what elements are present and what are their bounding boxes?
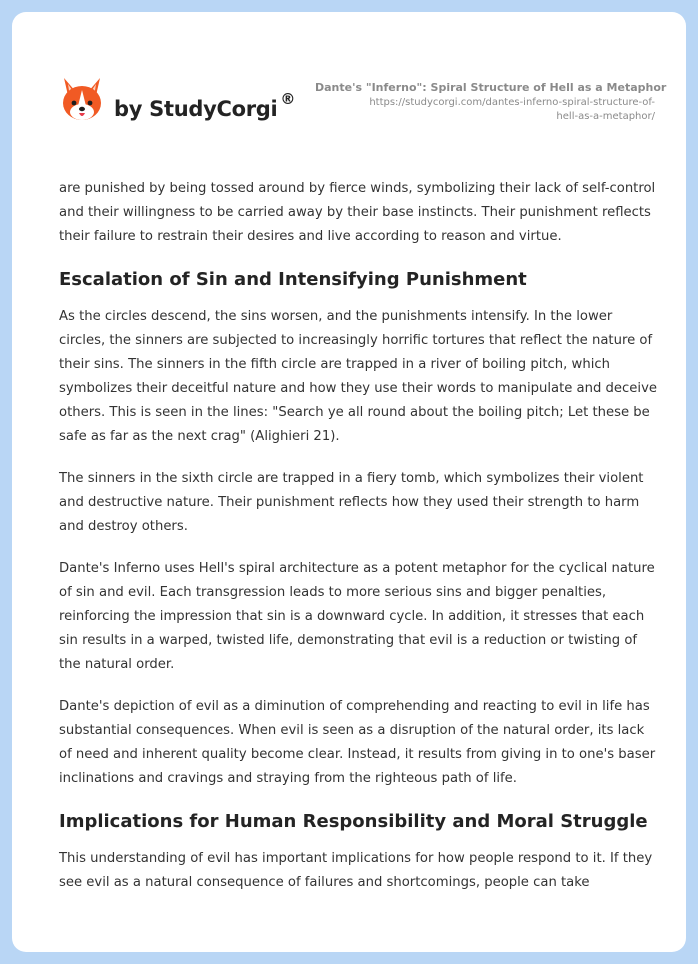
paragraph: Dante's Inferno uses Hell's spiral architecture as a potent metaphor for the cyclical nature of sin and evil. Each transgression leads to more serious sins and bigger penalties, reinforcing the impression that sin is a downward cycle. In addition, it stresses that each sin results in a warped, twisted life, demonstrating that evil is a reduction or twisting of the natural order.: [59, 561, 655, 672]
document-url-line2: hell-as-a-metaphor/: [556, 111, 655, 122]
document-page: [12, 12, 686, 952]
studycorgi-logo[interactable]: [60, 76, 310, 132]
section-heading: Escalation of Sin and Intensifying Punishment: [59, 269, 527, 290]
paragraph: This understanding of evil has important implications for how people respond to it. If they see evil as a natural consequence of failures and shortcomings, people can take: [59, 851, 653, 890]
paragraph: As the circles descend, the sins worsen, and the punishments intensify. In the lower circles, the sinners are subjected to increasingly horrific tortures that reflect the nature of their sins. The sinners in the fifth circle are trapped in a river of boiling pitch, which symbolizes their deceitful nature and how they use their words to manipulate and deceive others. This is seen in the lines: "Search ye all round about the boiling pitch; Let these be safe as far as the next crag" (Alighieri 21).: [59, 309, 657, 444]
corgi-icon: [60, 76, 104, 124]
document-meta: [315, 81, 667, 124]
document-url[interactable]: [315, 96, 655, 124]
logo-text: by StudyCorgi ®: [114, 90, 296, 121]
paragraph: are punished by being tossed around by fierce winds, symbolizing their lack of self-control and their willingness to be carried away by their base instincts. Their punishment reflects their failure to restrain their desires and live according to reason and virtue.: [59, 181, 656, 244]
paragraph: The sinners in the sixth circle are trapped in a fiery tomb, which symbolizes their violent and destructive nature. Their punishment reflects how they used their strength to harm and destroy others.: [59, 471, 644, 534]
section-heading: Implications for Human Responsibility and Moral Struggle: [59, 811, 648, 832]
page-header: [12, 12, 686, 152]
document-url-line1: https://studycorgi.com/dantes-inferno-spiral-structure-of-: [369, 97, 655, 108]
document-title: Dante's "Inferno": Spiral Structure of Hell as a Metaphor: [315, 81, 667, 94]
document-body: [59, 177, 659, 913]
paragraph: Dante's depiction of evil as a diminution of comprehending and reacting to evil in life has substantial consequences. When evil is seen as a disruption of the natural order, its lack of need and inherent quality become clear. Instead, it results from giving in to one's baser inclinations and cravings and straying from the righteous path of life.: [59, 699, 656, 786]
registered-mark: ®: [280, 90, 296, 108]
